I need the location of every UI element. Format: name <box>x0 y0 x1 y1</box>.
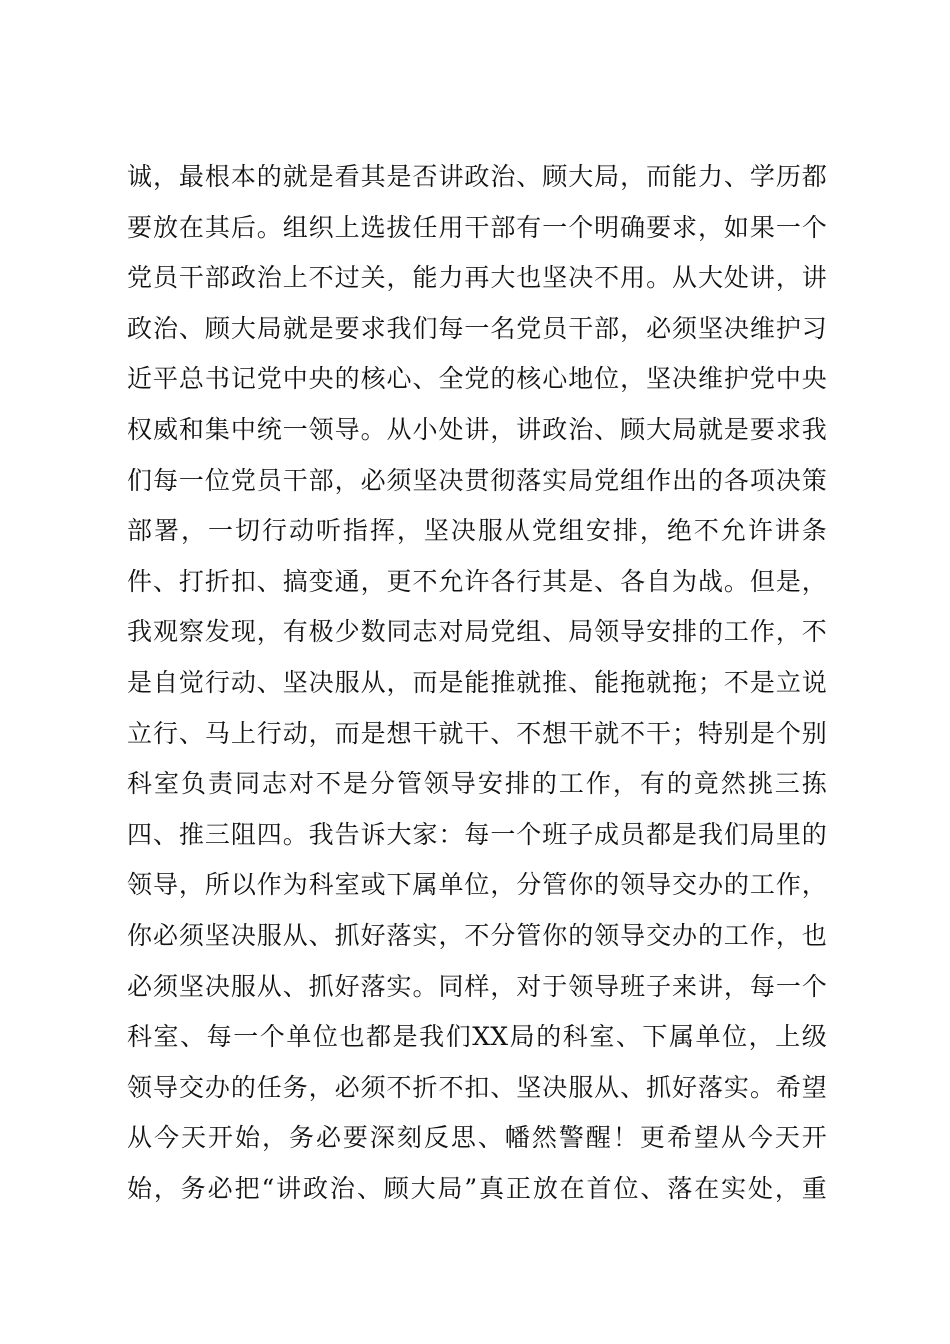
text-line: 你必须坚决服从、抓好落实，不分管你的领导交办的工作，也 <box>127 920 827 950</box>
text-line: 近平总书记党中央的核心、全党的核心地位，坚决维护党中央 <box>127 364 827 394</box>
text-line: 党员干部政治上不过关，能力再大也坚决不用。从大处讲，讲 <box>127 263 827 293</box>
text-line: 件、打折扣、搞变通，更不允许各行其是、各自为战。但是， <box>127 566 827 596</box>
text-line: 领导交办的任务，必须不折不扣、坚决服从、抓好落实。希望 <box>127 1072 827 1102</box>
text-line: 权威和集中统一领导。从小处讲，讲政治、顾大局就是要求我 <box>127 414 827 444</box>
text-line: 从今天开始，务必要深刻反思、幡然警醒！更希望从今天开 <box>127 1123 827 1153</box>
text-line: 是自觉行动、坚决服从，而是能推就推、能拖就拖；不是立说 <box>127 667 827 697</box>
text-line: 立行、马上行动，而是想干就干、不想干就不干；特别是个别 <box>127 718 827 748</box>
text-line: 必须坚决服从、抓好落实。同样，对于领导班子来讲，每一个 <box>127 971 827 1001</box>
text-line: 四、推三阻四。我告诉大家：每一个班子成员都是我们局里的 <box>127 819 827 849</box>
text-line: 科室负责同志对不是分管领导安排的工作，有的竟然挑三拣 <box>127 769 827 799</box>
text-line: 诚，最根本的就是看其是否讲政治、顾大局，而能力、学历都 <box>127 162 827 191</box>
text-line: 们每一位党员干部，必须坚决贯彻落实局党组作出的各项决策 <box>127 465 827 495</box>
text-line: 部署，一切行动听指挥，坚决服从党组安排，绝不允许讲条 <box>127 516 827 546</box>
text-line: 领导，所以作为科室或下属单位，分管你的领导交办的工作， <box>127 870 827 900</box>
text-line: 要放在其后。组织上选拔任用干部有一个明确要求，如果一个 <box>127 212 827 242</box>
text-line: 政治、顾大局就是要求我们每一名党员干部，必须坚决维护习 <box>127 313 827 343</box>
text-line: 我观察发现，有极少数同志对局党组、局领导安排的工作，不 <box>127 617 827 647</box>
body-paragraph <box>127 152 827 1214</box>
text-line: 科室、每一个单位也都是我们XX局的科室、下属单位，上级 <box>127 1022 827 1052</box>
text-line: 始，务必把“讲政治、顾大局”真正放在首位、落在实处，重 <box>127 1173 827 1203</box>
